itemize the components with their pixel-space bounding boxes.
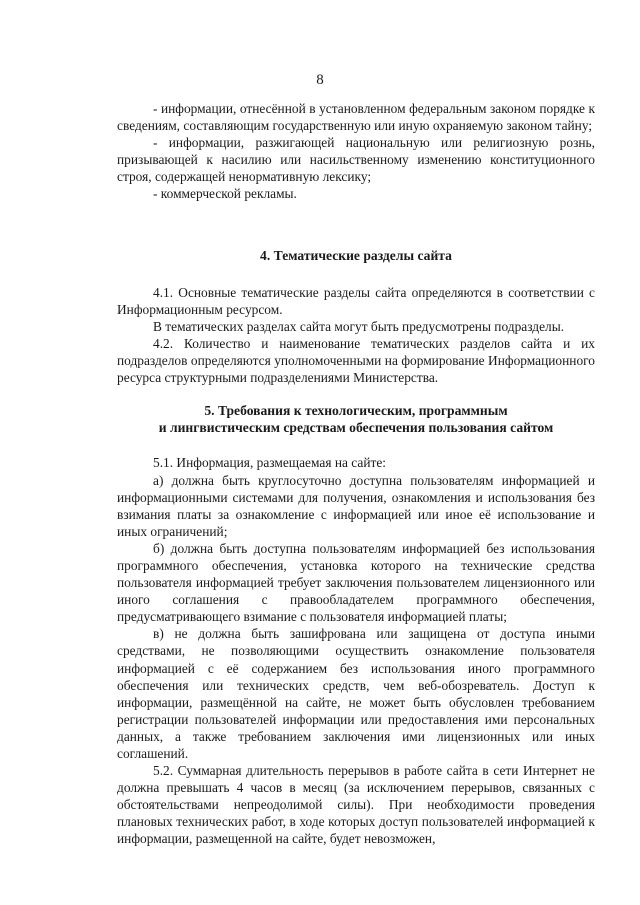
paragraph: 4.1. Основные тематические разделы сайта определяются в соответствии с Информационным ресурсом. — [117, 284, 595, 317]
list-item: - коммерческой рекламы. — [153, 186, 297, 202]
section-4-heading: 4. Тематические разделы сайта — [260, 247, 452, 263]
page-number: 8 — [316, 72, 324, 88]
list-item: - информации, отнесённой в установленном федеральным законом порядке к сведениям, составляющим государственную или иную охраняемую законом тайну; — [117, 101, 595, 134]
paragraph: а) должна быть круглосуточно доступна пользователям информацией и информационными системами для получения, ознакомления и использования без взимания платы за ознакомление с информацией или иное её использование и иных ограничений; — [117, 472, 595, 539]
paragraph: В тематических разделах сайта могут быть предусмотрены подразделы. — [153, 318, 565, 334]
section-5-heading-line-2: и лингвистическим средствам обеспечения пользования сайтом — [158, 420, 554, 436]
section-5-heading-line-1: 5. Требования к технологическим, программным — [204, 403, 508, 419]
section-5-heading — [117, 402, 595, 436]
paragraph: б) должна быть доступна пользователям информацией без использования программного обеспечения, установка которого на технические средства пользователя информацией требует заключения пользователем лицензионного или иного соглашения с правообладателем программного обеспечения, предусматривающего взимание с пользователя информацией платы; — [117, 540, 595, 625]
paragraph: 5.1. Информация, размещаемая на сайте: — [153, 455, 387, 471]
paragraph: 4.2. Количество и наименование тематических разделов сайта и их подразделов определяются уполномоченными на формирование Информационного ресурса структурными подразделениями Министерства. — [117, 335, 595, 386]
paragraph: 5.2. Суммарная длительность перерывов в работе сайта в сети Интернет не должна превышать 4 часов в месяц (за исключением перерывов, связанных с обстоятельствами непреодолимой силы). При необходимости проведения плановых технических работ, в ходе которых доступ пользователей информацией к информации, размещенной на сайте, будет невозможен, — [117, 763, 595, 847]
paragraph: в) не должна быть зашифрована или защищена от доступа иными средствами, не позволяющими осуществить ознакомление пользователя информацией с её содержанием без использования иного программного обеспечения или технических средств, чем веб-обозреватель. Доступ к информации, размещённой на сайте, не может быть обусловлен требованием регистрации пользователей информации или предоставления ими персональных данных, а также требованием заключения ими лицензионных или иных соглашений. — [117, 626, 595, 761]
list-item: - информации, разжигающей национальную или религиозную рознь, призывающей к насилию или насильственному изменению конституционного строя, содержащей ненормативную лексику; — [117, 135, 595, 185]
document-body — [117, 100, 595, 848]
